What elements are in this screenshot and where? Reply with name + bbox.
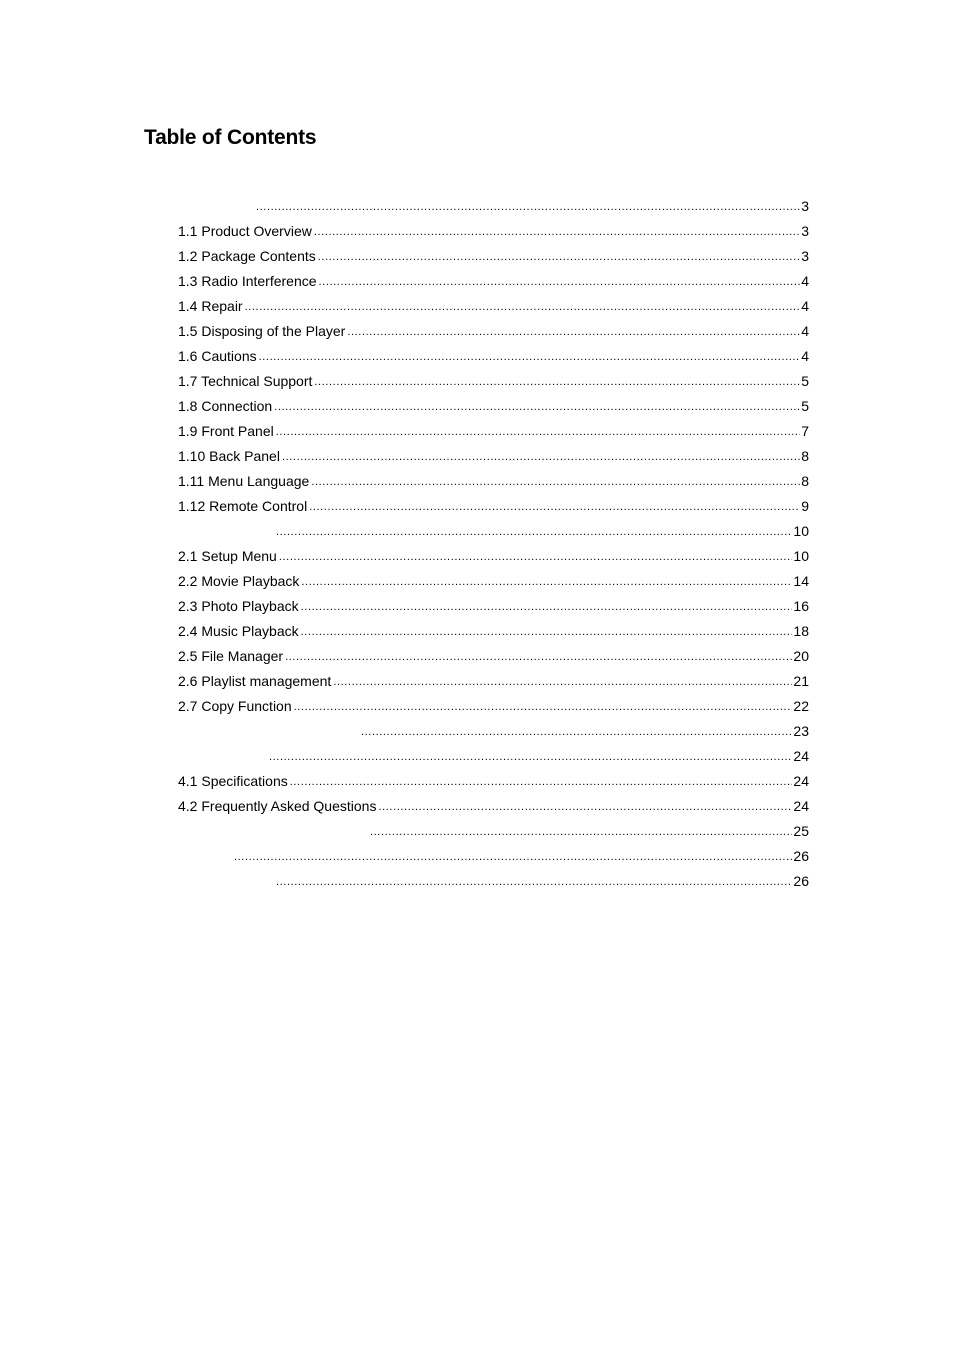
toc-entry[interactable] [178, 690, 809, 715]
toc-dot-leader [256, 199, 800, 215]
toc-entry-page-number: 10 [793, 548, 809, 564]
toc-entry[interactable] [178, 665, 809, 690]
toc-dot-leader [276, 424, 800, 440]
toc-entry-page-number: 4 [801, 348, 809, 364]
toc-entry-label: 1.12 Remote Control [178, 498, 308, 514]
toc-entry-page-number: 21 [793, 673, 809, 689]
toc-entry-page-number: 4 [801, 323, 809, 339]
toc-entry-page-number: 4 [801, 273, 809, 289]
page-title: Table of Contents [144, 126, 317, 149]
toc-dot-leader [259, 349, 801, 365]
toc-dot-leader [333, 674, 792, 690]
toc-entry[interactable] [178, 490, 809, 515]
toc-dot-leader [314, 374, 800, 390]
toc-entry[interactable] [178, 240, 809, 265]
toc-entry-label: 1.4 Repair [178, 298, 243, 314]
toc-entry-label: 2.2 Movie Playback [178, 573, 300, 589]
toc-entry-label: 1.5 Disposing of the Player [178, 323, 346, 339]
toc-entry-label: 1.11 Menu Language [178, 473, 310, 489]
toc-entry-page-number: 25 [793, 823, 809, 839]
toc-entry[interactable] [178, 415, 809, 440]
toc-entry-page-number: 26 [793, 848, 809, 864]
toc-entry[interactable] [178, 740, 809, 765]
toc-entry[interactable] [178, 590, 809, 615]
toc-entry-page-number: 24 [793, 773, 809, 789]
toc-entry[interactable] [178, 765, 809, 790]
toc-entry[interactable] [178, 265, 809, 290]
toc-dot-leader [309, 499, 800, 515]
toc-entry-page-number: 3 [801, 198, 809, 214]
toc-dot-leader [378, 799, 792, 815]
toc-entry-label: 1.9 Front Panel [178, 423, 274, 439]
toc-entry-page-number: 20 [793, 648, 809, 664]
toc-entry[interactable] [178, 840, 809, 865]
toc-entry-label: 1.8 Connection [178, 398, 273, 414]
toc-dot-leader [245, 299, 801, 315]
toc-dot-leader [318, 249, 800, 265]
toc-dot-leader [301, 624, 793, 640]
toc-dot-leader [311, 474, 800, 490]
toc-entry-page-number: 3 [801, 223, 809, 239]
toc-entry[interactable] [178, 340, 809, 365]
toc-dot-leader [319, 274, 801, 290]
toc-entry[interactable] [178, 290, 809, 315]
toc-entry-page-number: 14 [793, 573, 809, 589]
toc-entry-page-number: 7 [801, 423, 809, 439]
toc-dot-leader [282, 449, 800, 465]
toc-entry-page-number: 9 [801, 498, 809, 514]
toc-entry-page-number: 18 [793, 623, 809, 639]
toc-dot-leader [274, 399, 800, 415]
toc-dot-leader [290, 774, 793, 790]
table-of-contents [178, 190, 809, 890]
toc-entry[interactable] [178, 190, 809, 215]
toc-entry-page-number: 24 [793, 748, 809, 764]
toc-entry-label: 2.5 File Manager [178, 648, 284, 664]
toc-dot-leader [269, 749, 792, 765]
toc-entry[interactable] [178, 365, 809, 390]
toc-entry-page-number: 26 [793, 873, 809, 889]
toc-entry-page-number: 8 [801, 473, 809, 489]
toc-entry-label: 1.2 Package Contents [178, 248, 316, 264]
toc-dot-leader [276, 874, 792, 890]
toc-entry[interactable] [178, 215, 809, 240]
toc-entry-page-number: 5 [801, 373, 809, 389]
toc-entry[interactable] [178, 615, 809, 640]
toc-dot-leader [361, 724, 792, 740]
toc-entry-page-number: 8 [801, 448, 809, 464]
toc-dot-leader [301, 574, 792, 590]
toc-entry-page-number: 24 [793, 798, 809, 814]
toc-dot-leader [294, 699, 793, 715]
toc-entry-label: 1.1 Product Overview [178, 223, 312, 239]
toc-dot-leader [347, 324, 800, 340]
toc-entry[interactable] [178, 790, 809, 815]
toc-entry-label: 1.3 Radio Interference [178, 273, 317, 289]
toc-entry[interactable] [178, 540, 809, 565]
toc-entry[interactable] [178, 440, 809, 465]
toc-entry-label: 1.10 Back Panel [178, 448, 280, 464]
toc-entry[interactable] [178, 640, 809, 665]
toc-entry[interactable] [178, 715, 809, 740]
toc-dot-leader [370, 824, 792, 840]
toc-entry-page-number: 3 [801, 248, 809, 264]
toc-entry-label: 2.3 Photo Playback [178, 598, 299, 614]
toc-dot-leader [314, 224, 800, 240]
toc-entry[interactable] [178, 515, 809, 540]
toc-entry[interactable] [178, 815, 809, 840]
toc-entry-label: 1.7 Technical Support [178, 373, 313, 389]
toc-dot-leader [301, 599, 793, 615]
toc-entry[interactable] [178, 565, 809, 590]
toc-entry-page-number: 23 [793, 723, 809, 739]
toc-entry-label: 2.7 Copy Function [178, 698, 292, 714]
toc-entry[interactable] [178, 465, 809, 490]
toc-entry[interactable] [178, 315, 809, 340]
toc-entry[interactable] [178, 865, 809, 890]
toc-entry-page-number: 22 [793, 698, 809, 714]
toc-entry-label: 4.1 Specifications [178, 773, 288, 789]
toc-entry-page-number: 10 [793, 523, 809, 539]
toc-entry[interactable] [178, 390, 809, 415]
toc-dot-leader [285, 649, 792, 665]
toc-entry-label: 2.6 Playlist management [178, 673, 332, 689]
toc-entry-label: 1.6 Cautions [178, 348, 257, 364]
toc-entry-label: 2.1 Setup Menu [178, 548, 277, 564]
toc-entry-label: 2.4 Music Playback [178, 623, 299, 639]
toc-entry-page-number: 16 [793, 598, 809, 614]
toc-entry-page-number: 5 [801, 398, 809, 414]
toc-entry-page-number: 4 [801, 298, 809, 314]
toc-entry-label: 4.2 Frequently Asked Questions [178, 798, 377, 814]
toc-dot-leader [279, 549, 793, 565]
toc-dot-leader [234, 849, 792, 865]
toc-dot-leader [276, 524, 792, 540]
